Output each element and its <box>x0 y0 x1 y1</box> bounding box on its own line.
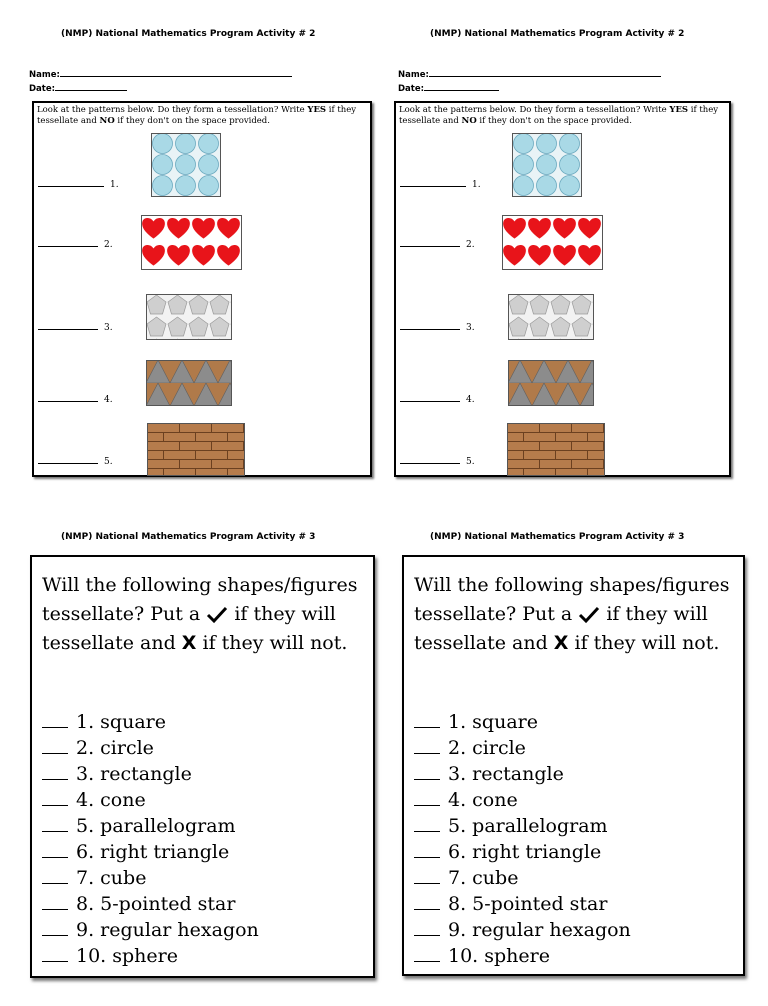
activity3-question: Will the following shapes/figures tessellate? Put a if they will tessellate and X if they will not. <box>42 574 358 654</box>
list-item[interactable]: 1. square <box>42 709 259 735</box>
hearts-pattern <box>141 215 242 270</box>
brick-pattern <box>507 423 605 476</box>
date-field[interactable] <box>55 81 127 91</box>
answer-row-1[interactable]: 1. <box>400 178 481 190</box>
name-field[interactable] <box>60 67 292 77</box>
list-item[interactable]: 1. square <box>414 709 631 735</box>
answer-row-2[interactable]: 2. <box>38 238 113 250</box>
activity2-instructions: Look at the patterns below. Do they form a tessellation? Write YES if they tessellate and NO if they don't on the space provided. <box>399 105 719 126</box>
answer-row-2[interactable]: 2. <box>400 238 475 250</box>
pentagons-pattern <box>508 294 594 340</box>
list-item[interactable]: 6. right triangle <box>42 839 259 865</box>
activity3-box <box>30 555 375 978</box>
activity3-list <box>414 709 631 969</box>
brick-pattern <box>147 423 245 476</box>
triangles-pattern <box>146 360 232 406</box>
activity2-header: (NMP) National Mathematics Program Activity # 2 <box>61 29 316 39</box>
list-item[interactable]: 10. sphere <box>42 943 259 969</box>
answer-row-4[interactable]: 4. <box>400 393 475 405</box>
activity2-header-copy: (NMP) National Mathematics Program Activity # 2 <box>430 29 685 39</box>
list-item[interactable]: 10. sphere <box>414 943 631 969</box>
activity2-box <box>32 101 372 477</box>
list-item[interactable]: 7. cube <box>414 865 631 891</box>
date-field[interactable] <box>424 81 499 91</box>
hearts-pattern <box>502 215 603 270</box>
pentagons-pattern <box>146 294 232 340</box>
list-item[interactable]: 8. 5-pointed star <box>414 891 631 917</box>
answer-row-3[interactable]: 3. <box>400 321 475 333</box>
list-item[interactable]: 2. circle <box>414 735 631 761</box>
name-label: Name: <box>398 70 429 80</box>
answer-row-5[interactable]: 5. <box>400 455 475 467</box>
activity3-header-copy: (NMP) National Mathematics Program Activity # 3 <box>430 532 685 542</box>
triangles-pattern <box>508 360 594 406</box>
list-item[interactable]: 9. regular hexagon <box>42 917 259 943</box>
activity3-box-copy <box>402 555 745 976</box>
list-item[interactable]: 2. circle <box>42 735 259 761</box>
checkmark-icon <box>206 606 228 624</box>
activity2-box-copy <box>394 101 731 477</box>
name-date-block <box>29 67 292 95</box>
activity3-list <box>42 709 259 969</box>
name-label: Name: <box>29 70 60 80</box>
list-item[interactable]: 6. right triangle <box>414 839 631 865</box>
activity2-instructions: Look at the patterns below. Do they form a tessellation? Write YES if they tessellate and NO if they don't on the space provided. <box>37 105 357 126</box>
circles-pattern <box>512 133 582 197</box>
list-item[interactable]: 4. cone <box>414 787 631 813</box>
activity3-header: (NMP) National Mathematics Program Activity # 3 <box>61 532 316 542</box>
list-item[interactable]: 9. regular hexagon <box>414 917 631 943</box>
activity3-question: Will the following shapes/figures tessellate? Put a if they will tessellate and X if they will not. <box>414 574 730 654</box>
list-item[interactable]: 3. rectangle <box>42 761 259 787</box>
name-field[interactable] <box>429 67 661 77</box>
list-item[interactable]: 8. 5-pointed star <box>42 891 259 917</box>
name-date-block-copy <box>398 67 661 95</box>
answer-row-5[interactable]: 5. <box>38 455 113 467</box>
circles-pattern <box>151 133 221 197</box>
answer-row-3[interactable]: 3. <box>38 321 113 333</box>
checkmark-icon <box>578 606 600 624</box>
answer-row-1[interactable]: 1. <box>38 178 119 190</box>
date-label: Date: <box>398 84 425 94</box>
list-item[interactable]: 4. cone <box>42 787 259 813</box>
list-item[interactable]: 7. cube <box>42 865 259 891</box>
date-label: Date: <box>29 84 56 94</box>
list-item[interactable]: 3. rectangle <box>414 761 631 787</box>
answer-row-4[interactable]: 4. <box>38 393 113 405</box>
list-item[interactable]: 5. parallelogram <box>414 813 631 839</box>
list-item[interactable]: 5. parallelogram <box>42 813 259 839</box>
